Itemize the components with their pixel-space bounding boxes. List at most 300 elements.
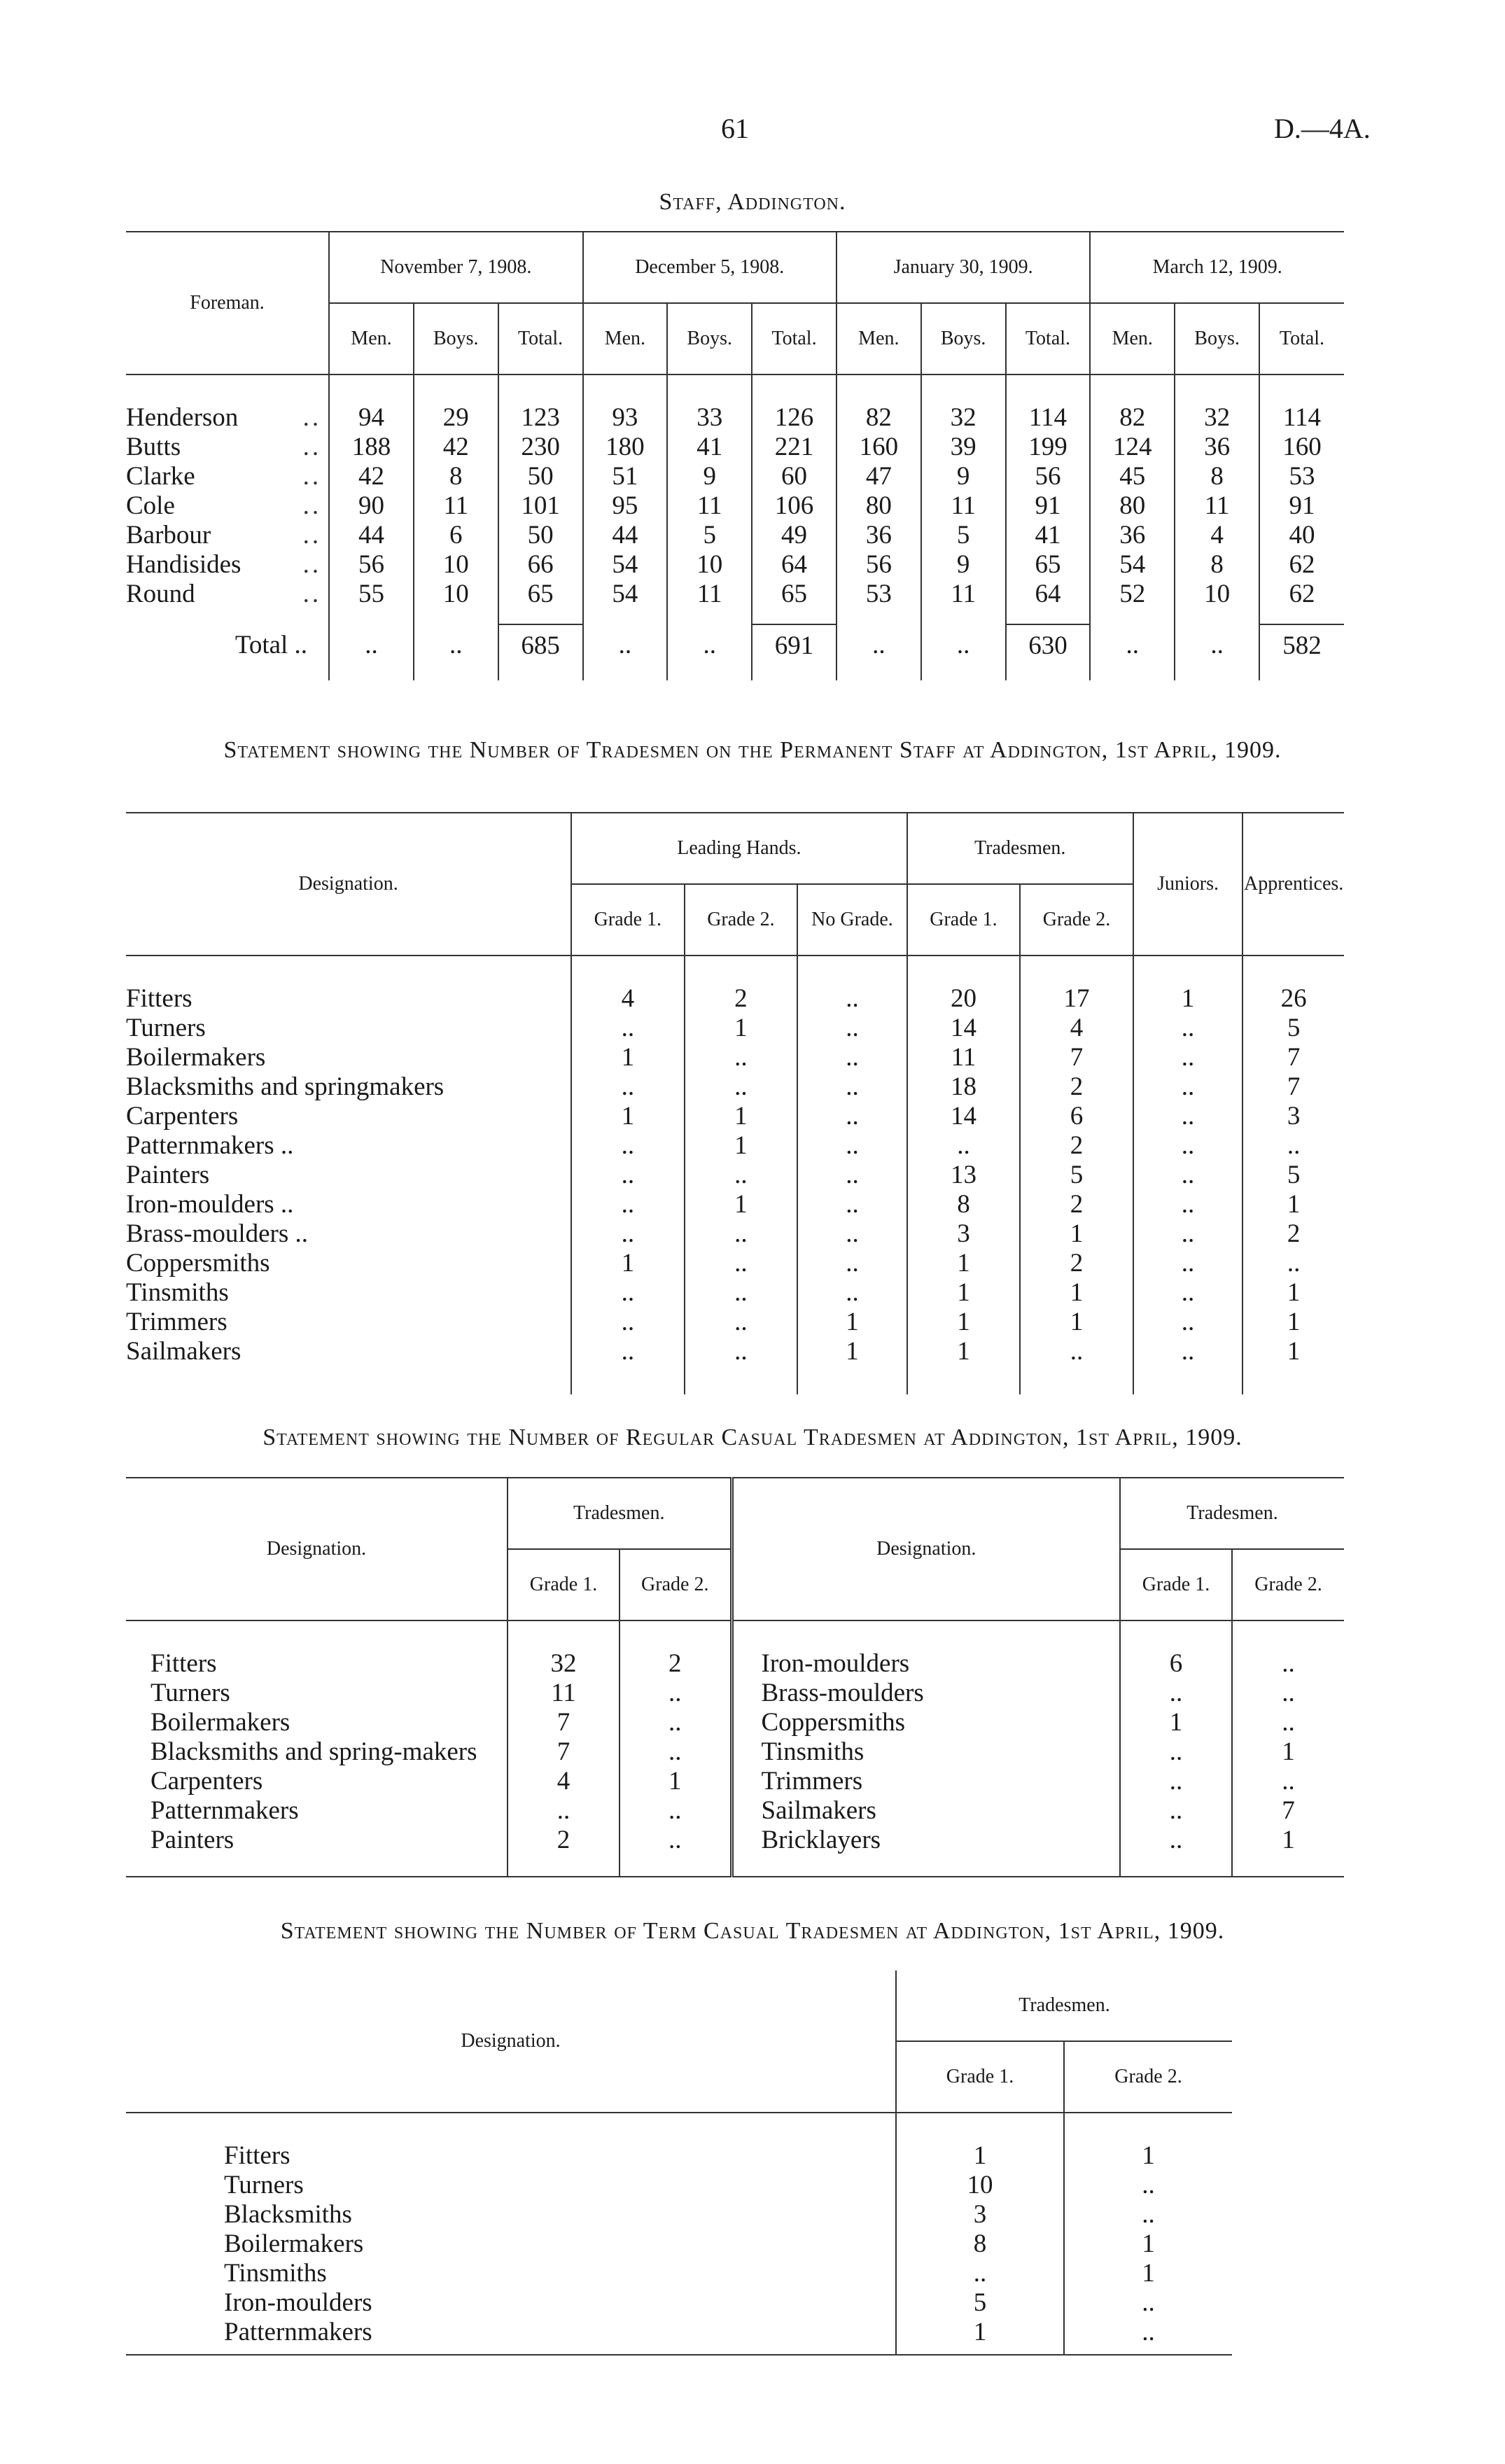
cell-value: 7 [1242, 1043, 1344, 1072]
tradesmen-header: Tradesmen. [907, 813, 1133, 884]
row-label: Round [126, 580, 195, 608]
foreman-name [126, 433, 329, 462]
cell-value: .. [797, 1014, 907, 1043]
cell-value: 32 [507, 1649, 620, 1679]
cell-value: 14 [907, 1102, 1021, 1131]
cell-value: .. [797, 1131, 907, 1161]
spacer [752, 374, 836, 403]
date-header: December 5, 1908. [583, 232, 836, 303]
cell-value: 123 [498, 403, 583, 433]
total-value: .. [1090, 624, 1175, 666]
cell-value: 10 [414, 550, 498, 580]
staff-head-row [126, 232, 1344, 303]
spacer [732, 1855, 1120, 1877]
cell-value: 9 [921, 462, 1006, 491]
total-value: .. [329, 624, 414, 666]
cell-value: 1 [797, 1308, 907, 1337]
cell-value: .. [797, 1219, 907, 1249]
cell-value: .. [685, 1278, 798, 1308]
table-row [126, 1767, 1344, 1796]
grade-header: Grade 1. [507, 1549, 620, 1620]
total-value: .. [921, 624, 1006, 666]
cell-value: 188 [329, 433, 414, 462]
designation-name: Boilermakers [150, 1708, 290, 1737]
cell-value: 39 [921, 433, 1006, 462]
spacer [685, 955, 798, 984]
designation-header: Designation. [461, 2030, 561, 2052]
spacer [414, 666, 498, 680]
cell-value: .. [571, 1278, 685, 1308]
cell-value: 62 [1259, 580, 1344, 609]
cell-value: .. [685, 1249, 798, 1278]
cell-value: 45 [1090, 462, 1175, 491]
cell-value: .. [1064, 2288, 1232, 2318]
cell-value: .. [571, 1161, 685, 1190]
cell-value: .. [797, 1190, 907, 1219]
table-row [126, 433, 1344, 462]
row-label: Handisides [126, 550, 241, 579]
cell-value: .. [1133, 1337, 1243, 1366]
row-label: Butts [126, 433, 181, 461]
cell-value: 1 [1242, 1278, 1344, 1308]
spacer [126, 1366, 571, 1394]
cell-value: 4 [1020, 1014, 1133, 1043]
subcol-header: Total. [752, 303, 836, 374]
term-grid [126, 1970, 1232, 2356]
date-header: November 7, 1908. [329, 232, 582, 303]
cell-value: 1 [907, 1278, 1021, 1308]
cell-value: 33 [667, 403, 752, 433]
designation-name: Brass-moulders [732, 1679, 1120, 1708]
cell-value: .. [1133, 1190, 1243, 1219]
designation-name: Brass-moulders .. [126, 1219, 308, 1248]
cell-value: 1 [1120, 1708, 1232, 1737]
designation-name: Tinsmiths [126, 1278, 229, 1307]
cell-value: 64 [752, 550, 836, 580]
cell-value: 56 [1006, 462, 1091, 491]
cell-value: 9 [921, 550, 1006, 580]
cell-value: 199 [1006, 433, 1091, 462]
cell-value: 54 [583, 580, 668, 609]
cell-value: 56 [836, 550, 921, 580]
cell-value: 3 [1242, 1102, 1344, 1131]
foreman-name [126, 491, 329, 521]
permanent-table-title: Statement showing the Number of Tradesmen on the Permanent Staff at Addington, 1st April, 1909. [223, 737, 1282, 763]
cell-value: 6 [1020, 1102, 1133, 1131]
designation-name: Bricklayers [732, 1826, 1120, 1855]
cell-value: .. [1020, 1337, 1133, 1366]
table-row [126, 2171, 1232, 2200]
cell-value: .. [1232, 1767, 1344, 1796]
cell-value: 230 [498, 433, 583, 462]
spacer [836, 374, 921, 403]
cell-value: 1 [685, 1014, 798, 1043]
cell-value: 180 [583, 433, 668, 462]
cell-value: 1 [1020, 1308, 1133, 1337]
cell-value: 1 [1242, 1337, 1344, 1366]
cell-value: .. [1232, 1679, 1344, 1708]
cell-value: 1 [907, 1337, 1021, 1366]
foreman-name [126, 580, 329, 609]
cell-value: 1 [571, 1043, 685, 1072]
foreman-name [126, 521, 329, 550]
spacer [1133, 955, 1243, 984]
cell-value: .. [1133, 1072, 1243, 1102]
spacer [1133, 1366, 1243, 1394]
spacer [583, 666, 668, 680]
cell-value: 3 [907, 1219, 1021, 1249]
cell-value: .. [797, 1249, 907, 1278]
spacer [126, 1855, 507, 1877]
subcol-header: Total. [1006, 303, 1091, 374]
cell-value: .. [1133, 1308, 1243, 1337]
cell-value: .. [507, 1796, 620, 1826]
cell-value: 6 [1120, 1649, 1232, 1679]
cell-value: .. [1064, 2171, 1232, 2200]
grade-header: Grade 2. [1232, 1549, 1344, 1620]
cell-value: 7 [507, 1708, 620, 1737]
designation-name: Blacksmiths and spring-makers [150, 1737, 477, 1766]
designation-name: Boilermakers [126, 1043, 266, 1072]
leading-hands-header: Leading Hands. [571, 813, 907, 884]
cell-value: 126 [752, 403, 836, 433]
foreman-name [126, 403, 329, 433]
total-value: 582 [1259, 624, 1344, 666]
spacer [667, 609, 752, 624]
spacer [1259, 374, 1344, 403]
spacer [1006, 666, 1091, 680]
table-row [126, 1337, 1344, 1366]
spacer [329, 374, 414, 403]
foreman-name [126, 550, 329, 580]
cell-value: 1 [1242, 1190, 1344, 1219]
cell-value: .. [571, 1308, 685, 1337]
spacer [1175, 666, 1259, 680]
spacer [126, 955, 571, 984]
designation-name: Iron-moulders [224, 2288, 372, 2317]
leader-dots: .. [302, 550, 322, 579]
table-row [126, 580, 1344, 609]
leader-dots: .. [302, 462, 322, 491]
table-row [126, 1249, 1344, 1278]
cell-value: 1 [620, 1767, 732, 1796]
cell-value: 7 [507, 1737, 620, 1767]
cell-value: 80 [1090, 491, 1175, 521]
cell-value: 1 [1020, 1219, 1133, 1249]
cell-value: 17 [1020, 984, 1133, 1014]
subcol-header: Boys. [921, 303, 1006, 374]
total-value: .. [667, 624, 752, 666]
cell-value: .. [685, 1161, 798, 1190]
cell-value: .. [1133, 1249, 1243, 1278]
leader-dots: .. [302, 580, 322, 608]
cell-value: 10 [1175, 580, 1259, 609]
spacer [1020, 1366, 1133, 1394]
cell-value: 56 [329, 550, 414, 580]
row-label: Barbour [126, 521, 211, 550]
casual-spacer-row [126, 1620, 1344, 1649]
cell-value: .. [1120, 1767, 1232, 1796]
cell-value: 93 [583, 403, 668, 433]
cell-value: .. [1120, 1737, 1232, 1767]
cell-value: 7 [1232, 1796, 1344, 1826]
total-value: 630 [1006, 624, 1091, 666]
spacer [126, 2347, 896, 2355]
cell-value: 13 [907, 1161, 1021, 1190]
table-row [126, 1190, 1344, 1219]
tradesmen-header: Tradesmen. [507, 1478, 732, 1549]
row-label: Cole [126, 491, 175, 520]
cell-value: 7 [1020, 1043, 1133, 1072]
subcol-header: Total. [1259, 303, 1344, 374]
spacer [583, 374, 668, 403]
spacer [896, 2113, 1064, 2141]
cell-value: 29 [414, 403, 498, 433]
designation-header: Designation. [126, 1478, 507, 1620]
cell-value: 42 [414, 433, 498, 462]
cell-value: 91 [1006, 491, 1091, 521]
cell-value: 65 [752, 580, 836, 609]
foreman-header: Foreman. [126, 232, 329, 374]
table-row [126, 1278, 1344, 1308]
permanent-grid [126, 812, 1344, 1394]
cell-value: .. [1064, 2200, 1232, 2230]
document-reference: D.—4A. [1274, 113, 1371, 144]
spacer [921, 609, 1006, 624]
table-row [126, 1161, 1344, 1190]
designation-name: Fitters [150, 1649, 217, 1678]
cell-value: .. [797, 984, 907, 1014]
cell-value: 42 [329, 462, 414, 491]
cell-value: .. [1120, 1679, 1232, 1708]
total-value: .. [836, 624, 921, 666]
cell-value: 20 [907, 984, 1021, 1014]
table-row [126, 1737, 1344, 1767]
cell-value: 14 [907, 1014, 1021, 1043]
cell-value: 4 [1175, 521, 1259, 550]
designation-name: Trimmers [126, 1308, 227, 1336]
cell-value: 2 [1020, 1249, 1133, 1278]
cell-value: 1 [685, 1190, 798, 1219]
designation-name: Tinsmiths [732, 1737, 1120, 1767]
grade-header: Grade 1. [1120, 1549, 1232, 1620]
spacer [836, 609, 921, 624]
cell-value: 1 [685, 1102, 798, 1131]
subcol-header: Total. [498, 303, 583, 374]
cell-value: .. [620, 1737, 732, 1767]
cell-value: 54 [1090, 550, 1175, 580]
table-row [126, 2259, 1232, 2288]
cell-value: 62 [1259, 550, 1344, 580]
spacer [896, 2347, 1064, 2355]
designation-name: Carpenters [126, 1102, 239, 1130]
cell-value: 5 [1242, 1014, 1344, 1043]
cell-value: 53 [836, 580, 921, 609]
cell-value: .. [685, 1043, 798, 1072]
subcol-header: Boys. [414, 303, 498, 374]
cell-value: 95 [583, 491, 668, 521]
cell-value: 82 [836, 403, 921, 433]
page-number: 61 [721, 113, 749, 144]
table-row [126, 521, 1344, 550]
cell-value: 32 [1175, 403, 1259, 433]
date-header: March 12, 1909. [1090, 232, 1344, 303]
cell-value: 1 [1232, 1737, 1344, 1767]
cell-value: 44 [329, 521, 414, 550]
cell-value: .. [797, 1043, 907, 1072]
cell-value: 40 [1259, 521, 1344, 550]
table-row [126, 1308, 1344, 1337]
cell-value: 8 [1175, 550, 1259, 580]
table-row [126, 1796, 1344, 1826]
cell-value: 55 [329, 580, 414, 609]
cell-value: .. [571, 1072, 685, 1102]
spacer [685, 1366, 798, 1394]
spacer [921, 666, 1006, 680]
designation-name: Turners [126, 1014, 206, 1042]
cell-value: .. [1242, 1249, 1344, 1278]
table-row [126, 2141, 1232, 2171]
table-row [126, 1102, 1344, 1131]
subcol-header: Boys. [667, 303, 752, 374]
cell-value: 41 [1006, 521, 1091, 550]
cell-value: 49 [752, 521, 836, 550]
cell-value: 160 [836, 433, 921, 462]
perm-head-row [126, 813, 1344, 884]
cell-value: 26 [1242, 984, 1344, 1014]
grade-header: Grade 2. [620, 1549, 732, 1620]
table-row [126, 1014, 1344, 1043]
table-row [126, 462, 1344, 491]
cell-value: .. [571, 1131, 685, 1161]
subcol-header: Men. [836, 303, 921, 374]
cell-value: 50 [498, 521, 583, 550]
staff-spacer-row [126, 609, 1344, 624]
cell-value: .. [1242, 1131, 1344, 1161]
table-row [126, 403, 1344, 433]
cell-value: 8 [896, 2230, 1064, 2259]
table-row [126, 1826, 1344, 1855]
cell-value: 11 [414, 491, 498, 521]
designation-name: Painters [150, 1826, 234, 1854]
spacer [126, 609, 329, 624]
cell-value: 36 [1175, 433, 1259, 462]
cell-value: 60 [752, 462, 836, 491]
spacer [498, 374, 583, 403]
cell-value: 1 [1020, 1278, 1133, 1308]
table-row [126, 2288, 1232, 2318]
perm-spacer-row [126, 1366, 1344, 1394]
cell-value: 9 [667, 462, 752, 491]
cell-value: .. [571, 1014, 685, 1043]
spacer [1090, 609, 1175, 624]
cell-value: .. [1232, 1708, 1344, 1737]
cell-value: 47 [836, 462, 921, 491]
cell-value: 8 [907, 1190, 1021, 1219]
staff-spacer-row [126, 374, 1344, 403]
cell-value: 8 [1175, 462, 1259, 491]
spacer [571, 1366, 685, 1394]
cell-value: 50 [498, 462, 583, 491]
cell-value: 11 [507, 1679, 620, 1708]
table-row [126, 1649, 1344, 1679]
designation-name: Carpenters [150, 1767, 263, 1795]
table-row [126, 2318, 1232, 2347]
designation-name: Boilermakers [224, 2230, 364, 2258]
cell-value: 1 [907, 1249, 1021, 1278]
staff-spacer-row [126, 666, 1344, 680]
spacer [126, 666, 329, 680]
cell-value: 2 [1020, 1190, 1133, 1219]
cell-value: 1 [571, 1249, 685, 1278]
cell-value: 2 [1242, 1219, 1344, 1249]
grade-header: Grade 1. [571, 884, 685, 955]
cell-value: 5 [921, 521, 1006, 550]
table-row [126, 984, 1344, 1014]
cell-value: 54 [583, 550, 668, 580]
cell-value: 65 [1006, 550, 1091, 580]
cell-value: .. [1120, 1826, 1232, 1855]
cell-value: 6 [414, 521, 498, 550]
cell-value: .. [797, 1102, 907, 1131]
total-row [126, 624, 1344, 666]
cell-value: 1 [571, 1102, 685, 1131]
cell-value: 64 [1006, 580, 1091, 609]
total-value: 685 [498, 624, 583, 666]
subcol-header: Boys. [1175, 303, 1259, 374]
spacer [414, 609, 498, 624]
cell-value: 1 [1064, 2230, 1232, 2259]
grade-header: Grade 1. [896, 2041, 1064, 2113]
spacer [620, 1620, 732, 1649]
cell-value: 114 [1259, 403, 1344, 433]
spacer [732, 1620, 1120, 1649]
cell-value: .. [1232, 1649, 1344, 1679]
designation-name: Blacksmiths and springmakers [126, 1072, 444, 1101]
cell-value: .. [896, 2259, 1064, 2288]
cell-value: 32 [921, 403, 1006, 433]
cell-value: 5 [1242, 1161, 1344, 1190]
term-head-row [126, 1970, 1232, 2041]
spacer [1064, 2347, 1232, 2355]
spacer [1064, 2113, 1232, 2141]
cell-value: 11 [921, 580, 1006, 609]
cell-value: .. [1133, 1102, 1243, 1131]
cell-value: 8 [414, 462, 498, 491]
table-row [126, 1219, 1344, 1249]
cell-value: 41 [667, 433, 752, 462]
casual-table-title: Statement showing the Number of Regular Casual Tradesmen at Addington, 1st April, 1909. [262, 1424, 1242, 1450]
spacer [329, 609, 414, 624]
cell-value: .. [907, 1131, 1021, 1161]
cell-value: 1 [907, 1308, 1021, 1337]
row-label: Clarke [126, 462, 195, 491]
spacer [1120, 1620, 1232, 1649]
designation-name: Sailmakers [732, 1796, 1120, 1826]
total-label: Total .. [234, 631, 308, 659]
cell-value: 10 [667, 550, 752, 580]
spacer [1175, 609, 1259, 624]
cell-value: 5 [896, 2288, 1064, 2318]
cell-value: .. [620, 1708, 732, 1737]
tradesmen-header: Tradesmen. [896, 1970, 1232, 2041]
table-row [126, 1679, 1344, 1708]
cell-value: 160 [1259, 433, 1344, 462]
casual-head-row [126, 1478, 1344, 1549]
spacer [126, 2113, 896, 2141]
cell-value: 94 [329, 403, 414, 433]
designation-name: Coppersmiths [732, 1708, 1120, 1737]
